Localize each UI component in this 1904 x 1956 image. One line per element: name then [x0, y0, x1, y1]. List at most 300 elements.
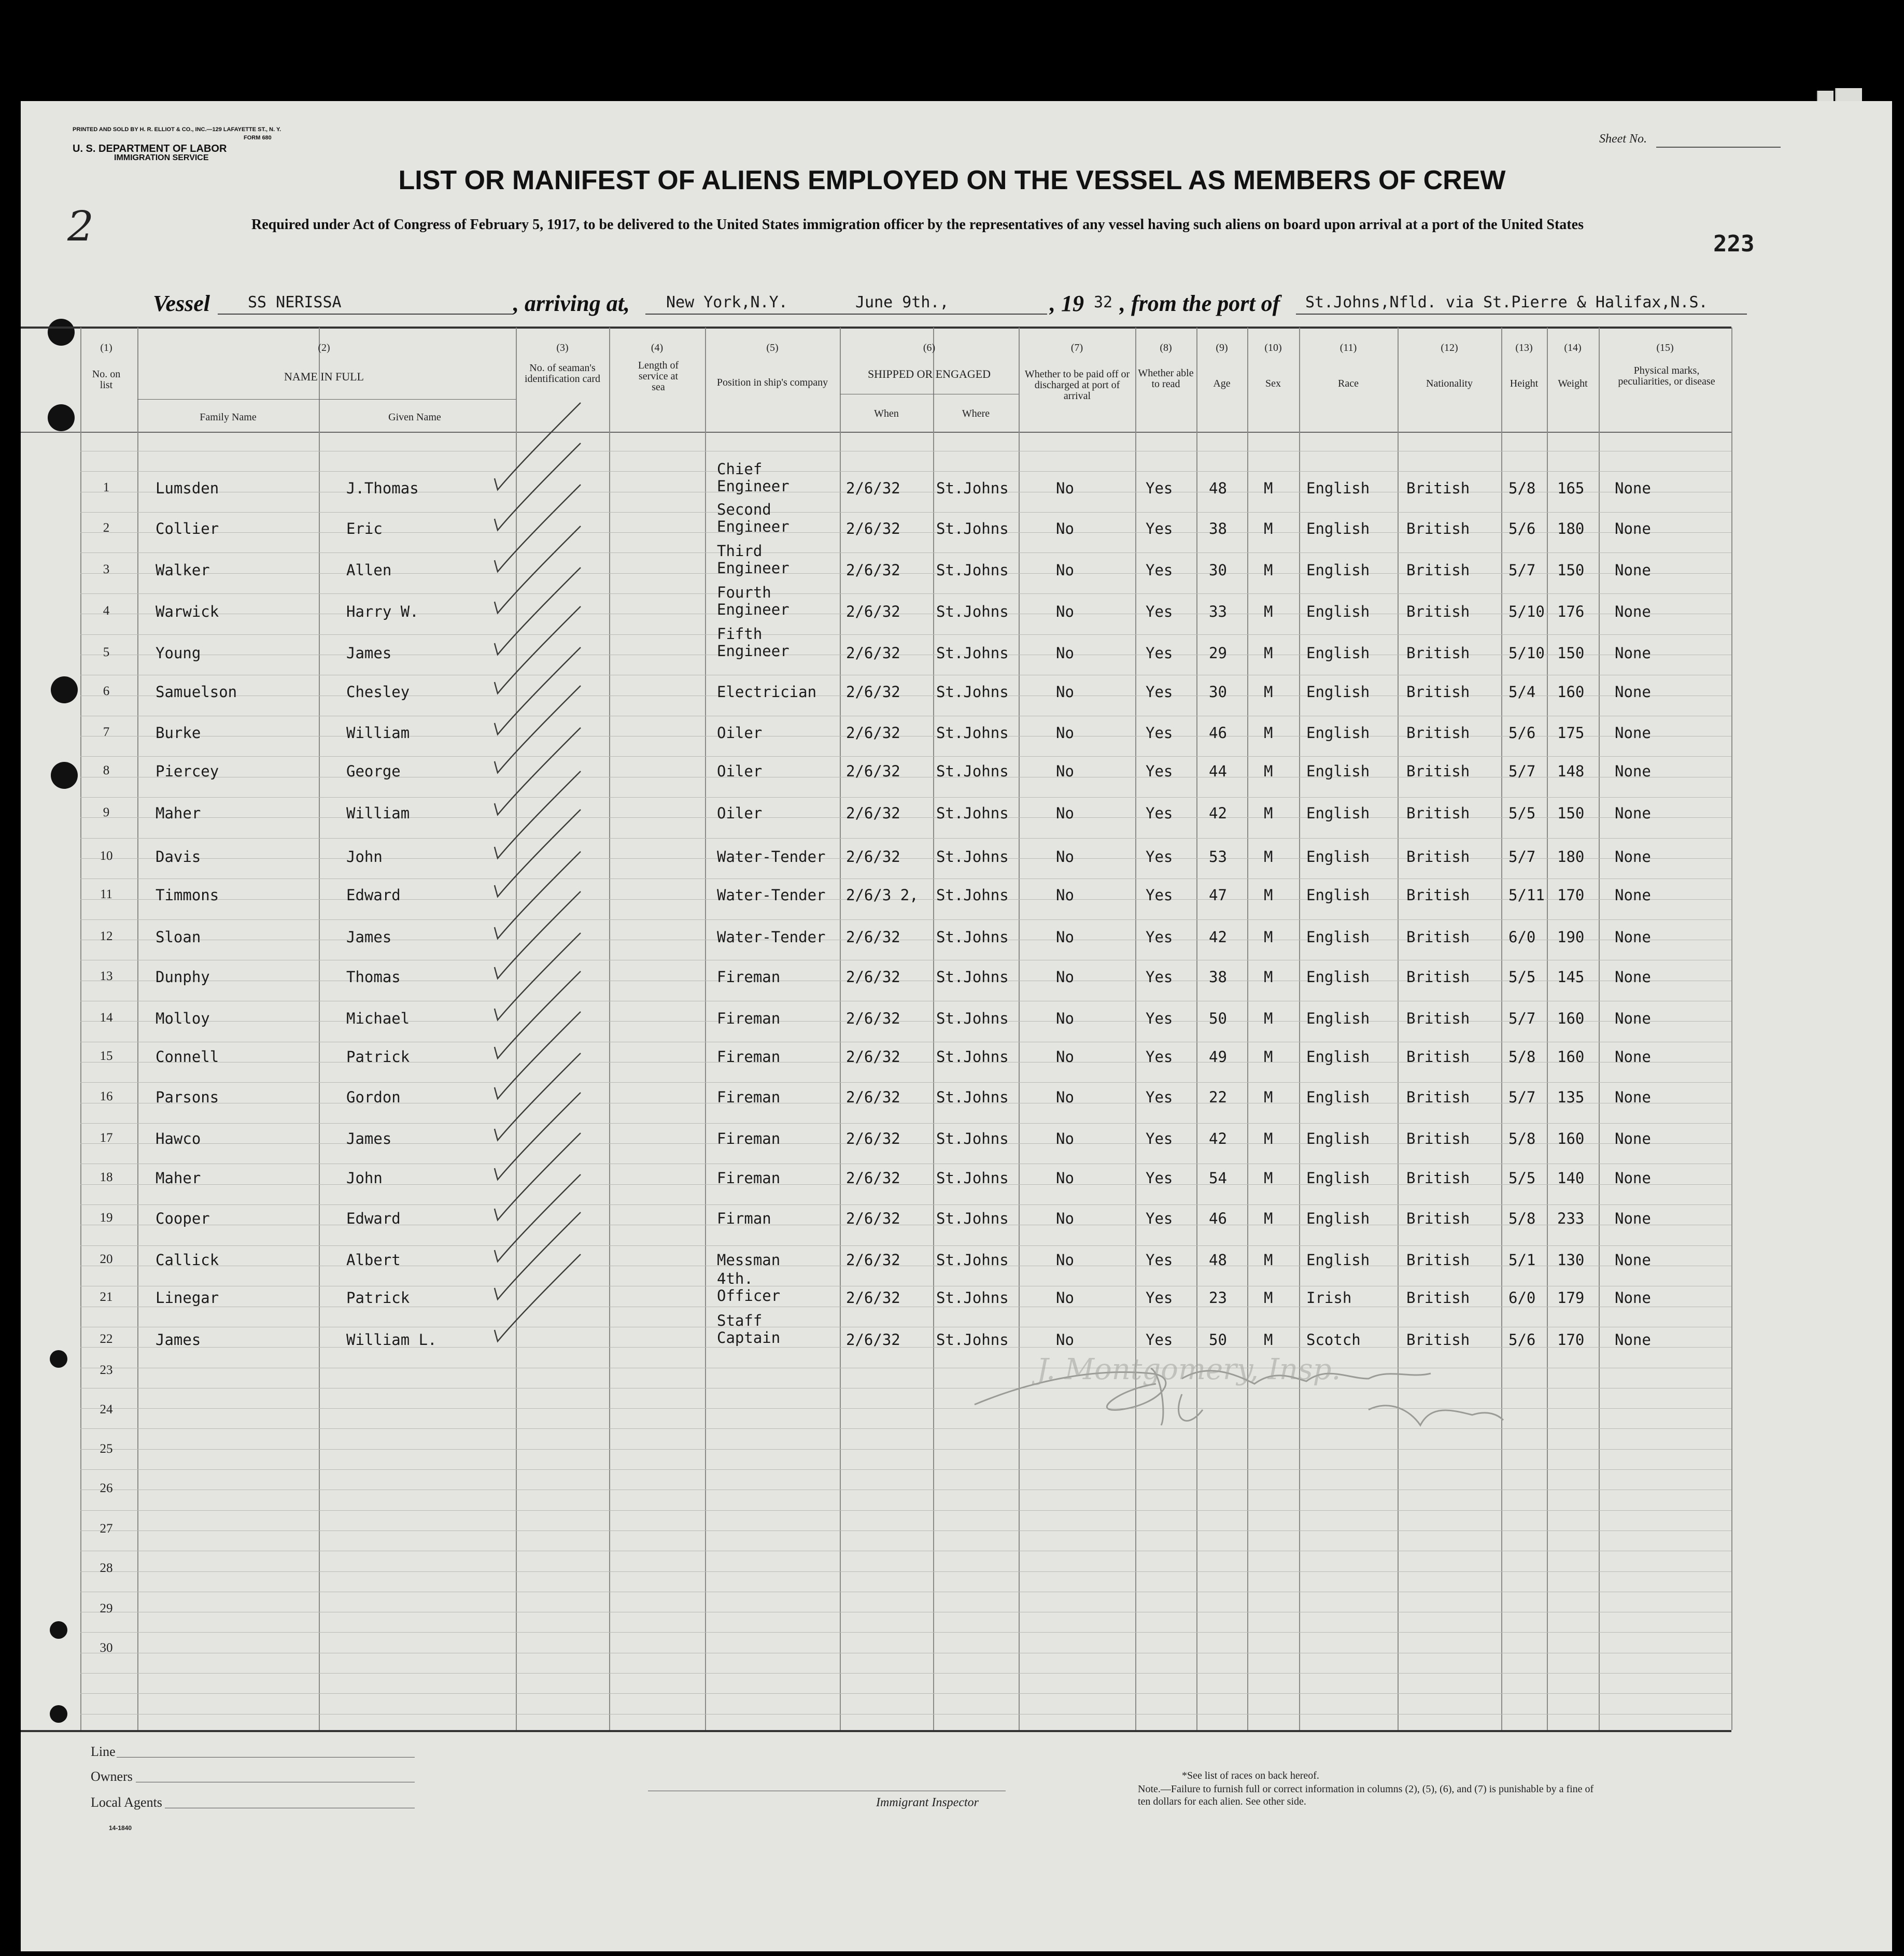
cell-nationality: British [1406, 683, 1470, 701]
cell-position: Firman [717, 1210, 771, 1227]
cell-family: Young [156, 644, 201, 662]
cell-age: 38 [1209, 520, 1227, 537]
row-number: 29 [100, 1601, 113, 1615]
cell-given: William [346, 804, 410, 822]
cell-where: St.Johns [936, 1210, 1009, 1227]
cell-sex: M [1264, 1331, 1273, 1349]
row-number: 3 [103, 562, 110, 576]
cell-position: Staff Captain [717, 1312, 781, 1346]
cell-position: Fireman [717, 1010, 781, 1027]
cell-race: English [1306, 1048, 1370, 1066]
cell-race: English [1306, 1088, 1370, 1106]
row-number: 23 [100, 1363, 113, 1377]
cell-marks: None [1615, 804, 1651, 822]
cell-where: St.Johns [936, 886, 1009, 904]
cell-weight: 180 [1557, 520, 1585, 537]
cell-age: 46 [1209, 1210, 1227, 1227]
cell-paid-off: No [1056, 1289, 1074, 1307]
cell-where: St.Johns [936, 683, 1009, 701]
cell-age: 46 [1209, 724, 1227, 742]
col15-number: (15) [1656, 342, 1674, 353]
cell-read: Yes [1146, 1210, 1173, 1227]
cell-family: Samuelson [156, 683, 237, 701]
cell-when: 2/6/32 [846, 1130, 900, 1147]
owners-label: Owners [91, 1769, 133, 1784]
check-mark-icon [495, 771, 581, 858]
row-number: 5 [103, 645, 110, 659]
row-number: 30 [100, 1641, 113, 1655]
cell-height: 5/11 [1508, 886, 1545, 904]
cell-position: Water-Tender [717, 886, 826, 904]
cell-height: 5/8 [1508, 1130, 1536, 1147]
cell-family: Collier [156, 520, 219, 537]
cell-position: Fireman [717, 1169, 781, 1187]
cell-given: Edward [346, 886, 401, 904]
cell-read: Yes [1146, 1251, 1173, 1269]
cell-position: Water-Tender [717, 928, 826, 946]
col9-number: (9) [1216, 342, 1228, 353]
cell-age: 50 [1209, 1331, 1227, 1349]
check-mark-icon [495, 728, 581, 815]
printer-credit: PRINTED AND SOLD BY H. R. ELLIOT & CO., INC.—129 LAFAYETTE ST., N. Y. [73, 126, 281, 133]
row-number: 28 [100, 1561, 113, 1575]
cell-sex: M [1264, 762, 1273, 780]
cell-when: 2/6/32 [846, 848, 900, 866]
cell-paid-off: No [1056, 479, 1074, 497]
check-mark-icon [495, 852, 581, 939]
row-number: 2 [103, 521, 110, 535]
cell-age: 48 [1209, 1251, 1227, 1269]
col3-header: No. of seaman's identification card [524, 362, 601, 385]
col9-header: Age [1213, 378, 1231, 389]
cell-nationality: British [1406, 1130, 1470, 1147]
cell-read: Yes [1146, 762, 1173, 780]
col6-number: (6) [923, 342, 936, 353]
cell-read: Yes [1146, 683, 1173, 701]
col6-when-header: When [874, 408, 899, 419]
row-number: 17 [100, 1131, 113, 1145]
cell-height: 5/6 [1508, 1331, 1536, 1349]
cell-weight: 175 [1557, 724, 1585, 742]
cell-nationality: British [1406, 1088, 1470, 1106]
cell-weight: 150 [1557, 644, 1585, 662]
col4-header: Length of service at sea [638, 360, 679, 393]
cell-race: English [1306, 762, 1370, 780]
cell-race: English [1306, 683, 1370, 701]
cell-when: 2/6/32 [846, 762, 900, 780]
cell-race: English [1306, 561, 1370, 579]
cell-nationality: British [1406, 1169, 1470, 1187]
cell-where: St.Johns [936, 561, 1009, 579]
vessel-name: SS NERISSA [248, 293, 342, 311]
cell-position: Fireman [717, 1088, 781, 1106]
cell-given: Allen [346, 561, 392, 579]
cell-position: Fireman [717, 1130, 781, 1147]
port-of-departure: St.Johns,Nfld. via St.Pierre & Halifax,N.S. [1305, 293, 1708, 311]
row-number: 9 [103, 805, 110, 819]
arrival-year: 32 [1094, 293, 1113, 311]
cell-given: Gordon [346, 1088, 401, 1106]
cell-when: 2/6/32 [846, 928, 900, 946]
cell-sex: M [1264, 1251, 1273, 1269]
form-code: 14-1840 [109, 1824, 132, 1832]
cell-weight: 145 [1557, 968, 1585, 986]
cell-marks: None [1615, 1130, 1651, 1147]
cell-position: Fourth Engineer [717, 584, 789, 618]
cell-family: Maher [156, 804, 201, 822]
cell-where: St.Johns [936, 1331, 1009, 1349]
cell-paid-off: No [1056, 848, 1074, 866]
cell-paid-off: No [1056, 724, 1074, 742]
cell-when: 2/6/3 2, [846, 886, 919, 904]
row-number: 6 [103, 684, 110, 698]
check-mark-icon [495, 606, 581, 693]
cell-where: St.Johns [936, 479, 1009, 497]
year-prefix: , 19 [1050, 291, 1084, 316]
cell-sex: M [1264, 479, 1273, 497]
cell-paid-off: No [1056, 644, 1074, 662]
cell-family: Parsons [156, 1088, 219, 1106]
col5-header: Position in ship's company [716, 377, 828, 388]
check-mark-icon [495, 403, 581, 490]
col8-header: Whether able to read [1138, 367, 1194, 390]
cell-read: Yes [1146, 1010, 1173, 1027]
cell-marks: None [1615, 886, 1651, 904]
cell-race: English [1306, 1210, 1370, 1227]
cell-when: 2/6/32 [846, 1289, 900, 1307]
check-mark-icon [495, 933, 581, 1020]
row-number: 15 [100, 1049, 113, 1063]
row-number: 14 [100, 1011, 113, 1025]
cell-paid-off: No [1056, 1251, 1074, 1269]
cell-family: Burke [156, 724, 201, 742]
col2-header: NAME IN FULL [284, 370, 364, 383]
cell-nationality: British [1406, 479, 1470, 497]
cell-paid-off: No [1056, 520, 1074, 537]
cell-when: 2/6/32 [846, 1331, 900, 1349]
cell-family: Sloan [156, 928, 201, 946]
cell-paid-off: No [1056, 1010, 1074, 1027]
check-mark-icon [495, 1212, 581, 1299]
cell-age: 42 [1209, 928, 1227, 946]
cell-where: St.Johns [936, 1010, 1009, 1027]
cell-paid-off: No [1056, 1130, 1074, 1147]
cell-read: Yes [1146, 1331, 1173, 1349]
cell-when: 2/6/32 [846, 644, 900, 662]
cell-marks: None [1615, 928, 1651, 946]
cell-marks: None [1615, 520, 1651, 537]
cell-where: St.Johns [936, 1088, 1009, 1106]
arriving-at: New York,N.Y. [666, 293, 788, 311]
cell-paid-off: No [1056, 1331, 1074, 1349]
cell-weight: 160 [1557, 683, 1585, 701]
cell-where: St.Johns [936, 603, 1009, 620]
cell-family: Molloy [156, 1010, 210, 1027]
cell-paid-off: No [1056, 928, 1074, 946]
cell-when: 2/6/32 [846, 1010, 900, 1027]
arriving-label: , arriving at, [513, 291, 630, 316]
col11-number: (11) [1339, 342, 1357, 353]
cell-weight: 190 [1557, 928, 1585, 946]
cell-sex: M [1264, 644, 1273, 662]
cell-nationality: British [1406, 1010, 1470, 1027]
cell-sex: M [1264, 928, 1273, 946]
cell-read: Yes [1146, 968, 1173, 986]
page-number: 223 [1713, 231, 1755, 257]
row-number: 24 [100, 1402, 113, 1416]
cell-when: 2/6/32 [846, 724, 900, 742]
col3-number: (3) [556, 342, 569, 353]
cell-position: 4th. Officer [717, 1270, 781, 1305]
cell-family: Cooper [156, 1210, 210, 1227]
cell-marks: None [1615, 603, 1651, 620]
department-name: U. S. DEPARTMENT OF LABOR [73, 143, 227, 154]
cell-nationality: British [1406, 644, 1470, 662]
vessel-label: Vessel [153, 291, 210, 316]
col6-where-header: Where [962, 408, 990, 419]
cell-weight: 179 [1557, 1289, 1585, 1307]
cell-paid-off: No [1056, 1088, 1074, 1106]
cell-where: St.Johns [936, 968, 1009, 986]
cell-age: 47 [1209, 886, 1227, 904]
cell-given: John [346, 1169, 383, 1187]
cell-weight: 233 [1557, 1210, 1585, 1227]
cell-age: 23 [1209, 1289, 1227, 1307]
service-name: IMMIGRATION SERVICE [114, 153, 209, 162]
cell-given: Chesley [346, 683, 410, 701]
cell-given: Edward [346, 1210, 401, 1227]
cell-height: 5/10 [1508, 644, 1545, 662]
cell-position: Third Engineer [717, 542, 789, 577]
row-number: 21 [100, 1290, 113, 1304]
cell-family: Hawco [156, 1130, 201, 1147]
col13-header: Height [1510, 378, 1539, 389]
cell-read: Yes [1146, 848, 1173, 866]
cell-marks: None [1615, 968, 1651, 986]
cell-where: St.Johns [936, 762, 1009, 780]
cell-family: Callick [156, 1251, 219, 1269]
row-number: 18 [100, 1170, 113, 1184]
row-number: 20 [100, 1252, 113, 1266]
margin-note: 2 [67, 202, 94, 250]
cell-where: St.Johns [936, 520, 1009, 537]
cell-sex: M [1264, 804, 1273, 822]
cell-race: English [1306, 479, 1370, 497]
col2-number: (2) [318, 342, 330, 353]
check-mark-icon [495, 686, 581, 773]
cell-age: 50 [1209, 1010, 1227, 1027]
row-number: 8 [103, 763, 110, 777]
cell-nationality: British [1406, 804, 1470, 822]
inspector-label: Immigrant Inspector [876, 1796, 979, 1809]
check-mark-icon [495, 485, 581, 572]
cell-given: Patrick [346, 1048, 410, 1066]
cell-height: 5/10 [1508, 603, 1545, 620]
form-number: FORM 680 [244, 135, 272, 141]
cell-position: Fireman [717, 1048, 781, 1066]
cell-race: English [1306, 1251, 1370, 1269]
local-agents-label: Local Agents [91, 1795, 162, 1810]
cell-nationality: British [1406, 520, 1470, 537]
col13-number: (13) [1515, 342, 1533, 353]
cell-paid-off: No [1056, 561, 1074, 579]
cell-age: 48 [1209, 479, 1227, 497]
col1-number: (1) [100, 342, 112, 353]
cell-family: Linegar [156, 1289, 219, 1307]
cell-age: 33 [1209, 603, 1227, 620]
cell-position: Water-Tender [717, 848, 826, 866]
cell-nationality: British [1406, 1331, 1470, 1349]
cell-race: English [1306, 1169, 1370, 1187]
cell-where: St.Johns [936, 928, 1009, 946]
cell-marks: None [1615, 1010, 1651, 1027]
cell-weight: 176 [1557, 603, 1585, 620]
cell-nationality: British [1406, 886, 1470, 904]
check-mark-icon [495, 568, 581, 655]
cell-read: Yes [1146, 1130, 1173, 1147]
cell-height: 5/7 [1508, 848, 1536, 866]
cell-read: Yes [1146, 561, 1173, 579]
cell-weight: 180 [1557, 848, 1585, 866]
col8-number: (8) [1160, 342, 1172, 353]
cell-nationality: British [1406, 561, 1470, 579]
cell-family: Piercey [156, 762, 219, 780]
cell-marks: None [1615, 848, 1651, 866]
cell-read: Yes [1146, 479, 1173, 497]
family-name-header: Family Name [200, 412, 257, 423]
cell-marks: None [1615, 1048, 1651, 1066]
given-name-header: Given Name [388, 412, 441, 423]
cell-paid-off: No [1056, 968, 1074, 986]
cell-family: Warwick [156, 603, 219, 620]
cell-paid-off: No [1056, 886, 1074, 904]
cell-height: 5/6 [1508, 724, 1536, 742]
cell-sex: M [1264, 1169, 1273, 1187]
row-number: 26 [100, 1481, 113, 1495]
col10-header: Sex [1265, 378, 1281, 389]
cell-when: 2/6/32 [846, 1048, 900, 1066]
col6-header: SHIPPED OR ENGAGED [867, 367, 991, 380]
cell-where: St.Johns [936, 1289, 1009, 1307]
cell-race: English [1306, 848, 1370, 866]
cell-given: George [346, 762, 401, 780]
cell-given: Michael [346, 1010, 410, 1027]
cell-nationality: British [1406, 1048, 1470, 1066]
cell-height: 5/7 [1508, 561, 1536, 579]
cell-nationality: British [1406, 1251, 1470, 1269]
cell-age: 38 [1209, 968, 1227, 986]
cell-weight: 160 [1557, 1048, 1585, 1066]
col12-header: Nationality [1426, 378, 1473, 389]
cell-read: Yes [1146, 928, 1173, 946]
cell-paid-off: No [1056, 1048, 1074, 1066]
cell-height: 6/0 [1508, 1289, 1536, 1307]
cell-age: 30 [1209, 561, 1227, 579]
check-mark-icon [495, 443, 581, 530]
sheet-no-label: Sheet No. [1599, 132, 1647, 146]
cell-position: Second Engineer [717, 501, 789, 535]
row-number: 1 [103, 480, 110, 494]
cell-where: St.Johns [936, 804, 1009, 822]
cell-nationality: British [1406, 724, 1470, 742]
cell-race: English [1306, 724, 1370, 742]
cell-position: Oiler [717, 724, 763, 742]
cell-height: 5/7 [1508, 762, 1536, 780]
col14-header: Weight [1558, 378, 1588, 389]
cell-weight: 135 [1557, 1088, 1585, 1106]
cell-age: 42 [1209, 804, 1227, 822]
cell-age: 49 [1209, 1048, 1227, 1066]
cell-weight: 150 [1557, 804, 1585, 822]
row-number: 16 [100, 1089, 113, 1103]
cell-age: 42 [1209, 1130, 1227, 1147]
cell-sex: M [1264, 1289, 1273, 1307]
cell-sex: M [1264, 1048, 1273, 1066]
col15-header: Physical marks, peculiarities, or disease [1618, 365, 1715, 387]
cell-sex: M [1264, 1130, 1273, 1147]
page-title: LIST OR MANIFEST OF ALIENS EMPLOYED ON THE VESSEL AS MEMBERS OF CREW [398, 165, 1506, 195]
cell-race: Irish [1306, 1289, 1352, 1307]
cell-age: 53 [1209, 848, 1227, 866]
cell-weight: 160 [1557, 1010, 1585, 1027]
cell-sex: M [1264, 724, 1273, 742]
cell-given: Albert [346, 1251, 401, 1269]
cell-when: 2/6/32 [846, 1169, 900, 1187]
cell-family: Dunphy [156, 968, 210, 986]
cell-when: 2/6/32 [846, 683, 900, 701]
cell-height: 5/6 [1508, 520, 1536, 537]
check-mark-icon [495, 1053, 581, 1140]
cell-read: Yes [1146, 520, 1173, 537]
check-mark-icon [495, 647, 581, 734]
cell-where: St.Johns [936, 724, 1009, 742]
cell-race: English [1306, 1130, 1370, 1147]
cell-marks: None [1615, 1331, 1651, 1349]
cell-weight: 140 [1557, 1169, 1585, 1187]
row-number: 22 [100, 1332, 113, 1346]
cell-when: 2/6/32 [846, 968, 900, 986]
cell-paid-off: No [1056, 603, 1074, 620]
cell-position: Oiler [717, 804, 763, 822]
cell-position: Chief Engineer [717, 460, 789, 495]
cell-sex: M [1264, 1210, 1273, 1227]
cell-given: William [346, 724, 410, 742]
cell-family: Connell [156, 1048, 219, 1066]
cell-given: J.Thomas [346, 479, 419, 497]
cell-where: St.Johns [936, 848, 1009, 866]
cell-weight: 150 [1557, 561, 1585, 579]
cell-position: Fireman [717, 968, 781, 986]
cell-sex: M [1264, 968, 1273, 986]
row-number: 27 [100, 1522, 113, 1536]
cell-given: James [346, 928, 392, 946]
cell-read: Yes [1146, 1289, 1173, 1307]
check-mark-icon [495, 1012, 581, 1099]
row-number: 7 [103, 725, 110, 739]
cell-height: 5/8 [1508, 1048, 1536, 1066]
cell-weight: 148 [1557, 762, 1585, 780]
cell-marks: None [1615, 1289, 1651, 1307]
cell-height: 5/7 [1508, 1010, 1536, 1027]
cell-read: Yes [1146, 886, 1173, 904]
cell-nationality: British [1406, 928, 1470, 946]
cell-read: Yes [1146, 1088, 1173, 1106]
cell-where: St.Johns [936, 1130, 1009, 1147]
col1-header: No. on list [92, 368, 121, 391]
cell-family: Davis [156, 848, 201, 866]
col7-number: (7) [1070, 342, 1083, 353]
cell-paid-off: No [1056, 762, 1074, 780]
